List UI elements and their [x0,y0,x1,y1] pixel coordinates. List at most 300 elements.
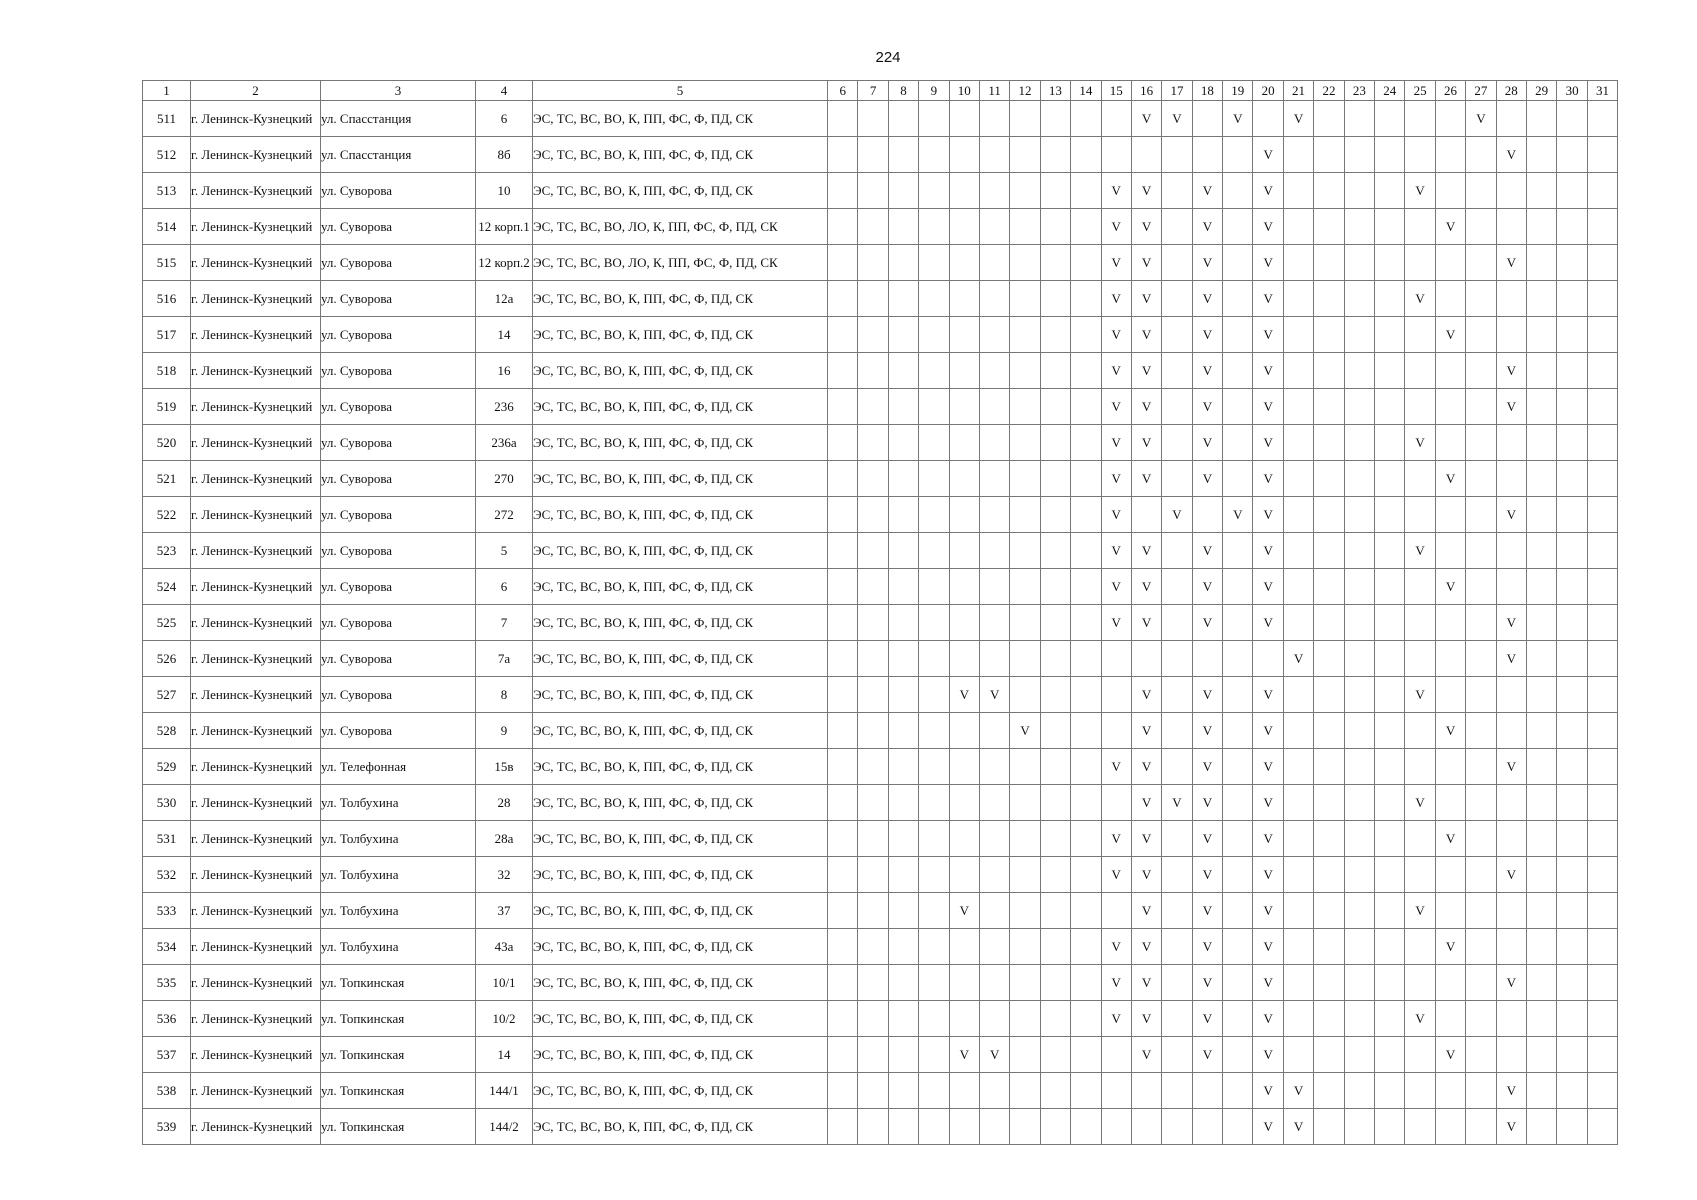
schedule-cell [1071,821,1101,857]
schedule-cell [1040,1073,1070,1109]
schedule-cell [949,101,979,137]
schedule-cell [1131,317,1161,353]
check-mark: V [1141,542,1152,558]
schedule-cell [1526,821,1556,857]
schedule-cell [1375,137,1405,173]
schedule-cell [1071,1109,1101,1145]
schedule-cell [1071,497,1101,533]
city-cell: г. Ленинск-Кузнецкий [191,893,321,929]
check-mark: V [1263,578,1273,594]
schedule-cell [828,353,858,389]
table-row [143,857,1618,893]
schedule-cell [1010,749,1040,785]
check-mark: V [1141,758,1152,774]
schedule-cell [1040,173,1070,209]
schedule-cell [1192,965,1222,1001]
schedule-cell [919,317,949,353]
schedule-cell [828,893,858,929]
schedule-cell [1466,713,1496,749]
schedule-cell [1192,749,1222,785]
schedule-cell [1314,857,1344,893]
schedule-cell [1314,533,1344,569]
check-mark: V [1202,686,1213,702]
schedule-cell [919,605,949,641]
table-row [143,785,1618,821]
schedule-cell [1162,893,1192,929]
street-cell: ул. Спасстанция [321,137,476,173]
house-number-cell: 16 [476,353,533,389]
check-mark: V [1202,326,1213,342]
schedule-cell [1131,785,1161,821]
schedule-cell [1162,173,1192,209]
schedule-cell [1040,1001,1070,1037]
column-header: 8 [888,81,918,101]
schedule-cell [1314,137,1344,173]
check-mark: V [1263,830,1273,846]
schedule-cell [1344,1001,1374,1037]
work-types-cell: ЭС, ТС, ВС, ВО, К, ПП, ФС, Ф, ПД, СК [533,569,828,605]
schedule-cell [1010,1073,1040,1109]
schedule-cell [1405,245,1435,281]
schedule-cell [1101,569,1131,605]
schedule-cell [1375,641,1405,677]
schedule-cell [1162,677,1192,713]
schedule-cell [1314,245,1344,281]
table-body [143,101,1618,1145]
city-cell: г. Ленинск-Кузнецкий [191,929,321,965]
schedule-cell [1223,641,1253,677]
schedule-cell [1526,677,1556,713]
schedule-cell [1526,389,1556,425]
schedule-cell [979,893,1009,929]
schedule-cell [1435,209,1465,245]
schedule-cell [949,461,979,497]
check-mark: V [1141,1046,1152,1062]
schedule-cell [1344,353,1374,389]
schedule-cell [949,821,979,857]
schedule-cell [1040,317,1070,353]
schedule-cell [1162,101,1192,137]
schedule-cell [888,641,918,677]
schedule-cell [1162,425,1192,461]
schedule-cell [1071,245,1101,281]
row-number-cell: 525 [143,605,191,641]
schedule-cell [919,173,949,209]
table-row [143,317,1618,353]
schedule-cell [1253,965,1283,1001]
schedule-cell [1375,245,1405,281]
check-mark: V [1233,506,1243,522]
schedule-cell [1314,893,1344,929]
schedule-cell [1405,425,1435,461]
schedule-cell [828,281,858,317]
schedule-cell [1283,1109,1313,1145]
schedule-cell [1496,209,1526,245]
check-mark: V [1202,578,1213,594]
table-row [143,605,1618,641]
schedule-cell [1496,317,1526,353]
row-number-cell: 528 [143,713,191,749]
schedule-cell [1192,893,1222,929]
schedule-cell [1283,749,1313,785]
column-header: 27 [1466,81,1496,101]
schedule-cell [1526,785,1556,821]
column-header: 19 [1223,81,1253,101]
table-row [143,965,1618,1001]
schedule-cell [1223,389,1253,425]
schedule-cell [1253,1037,1283,1073]
schedule-cell [1283,317,1313,353]
schedule-cell [1192,605,1222,641]
schedule-cell [1192,461,1222,497]
house-number-cell: 28а [476,821,533,857]
schedule-cell [888,173,918,209]
schedule-cell [1162,1109,1192,1145]
row-number-cell: 534 [143,929,191,965]
work-types-cell: ЭС, ТС, ВС, ВО, К, ПП, ФС, Ф, ПД, СК [533,353,828,389]
schedule-cell [1253,173,1283,209]
schedule-cell [1466,569,1496,605]
house-number-cell: 236а [476,425,533,461]
schedule-cell [1557,317,1587,353]
schedule-cell [1587,1073,1617,1109]
schedule-cell [888,929,918,965]
schedule-cell [1283,137,1313,173]
schedule-cell [858,929,888,965]
schedule-cell [1223,893,1253,929]
street-cell: ул. Суворова [321,425,476,461]
schedule-cell [1101,821,1131,857]
street-cell: ул. Толбухина [321,893,476,929]
schedule-cell [888,425,918,461]
street-cell: ул. Суворова [321,173,476,209]
schedule-cell [1587,929,1617,965]
schedule-cell [1162,749,1192,785]
schedule-cell [1192,173,1222,209]
schedule-cell [1314,353,1344,389]
schedule-cell [828,1073,858,1109]
schedule-cell [1496,821,1526,857]
schedule-cell [1010,677,1040,713]
check-mark: V [1141,254,1152,270]
row-number-cell: 531 [143,821,191,857]
schedule-cell [1253,209,1283,245]
schedule-cell [979,101,1009,137]
schedule-cell [1131,929,1161,965]
schedule-cell [1010,317,1040,353]
schedule-cell [1557,821,1587,857]
schedule-cell [1496,461,1526,497]
schedule-cell [1435,893,1465,929]
schedule-cell [1253,137,1283,173]
street-cell: ул. Топкинская [321,1073,476,1109]
schedule-cell [1344,1037,1374,1073]
column-header: 28 [1496,81,1526,101]
schedule-cell [888,353,918,389]
check-mark: V [1141,686,1152,702]
schedule-cell [979,929,1009,965]
schedule-cell [1587,533,1617,569]
street-cell: ул. Топкинская [321,1109,476,1145]
schedule-cell [1557,677,1587,713]
schedule-cell [1223,461,1253,497]
schedule-cell [1010,137,1040,173]
check-mark: V [1415,290,1425,306]
check-mark: V [1445,578,1456,594]
schedule-cell [888,605,918,641]
schedule-cell [828,101,858,137]
schedule-cell [1466,965,1496,1001]
schedule-cell [1223,533,1253,569]
schedule-cell [1375,785,1405,821]
schedule-cell [1375,893,1405,929]
schedule-cell [1435,425,1465,461]
schedule-cell [1223,281,1253,317]
schedule-cell [1223,713,1253,749]
schedule-cell [1405,713,1435,749]
schedule-cell [1071,857,1101,893]
schedule-cell [919,497,949,533]
work-types-cell: ЭС, ТС, ВС, ВО, ЛО, К, ПП, ФС, Ф, ПД, СК [533,209,828,245]
schedule-cell [1040,353,1070,389]
schedule-cell [1375,281,1405,317]
schedule-cell [949,1073,979,1109]
schedule-cell [1344,821,1374,857]
house-number-cell: 7а [476,641,533,677]
city-cell: г. Ленинск-Кузнецкий [191,101,321,137]
row-number-cell: 529 [143,749,191,785]
house-number-cell: 14 [476,317,533,353]
schedule-cell [1010,785,1040,821]
city-cell: г. Ленинск-Кузнецкий [191,1109,321,1145]
city-cell: г. Ленинск-Кузнецкий [191,353,321,389]
schedule-cell [1526,173,1556,209]
schedule-cell [828,497,858,533]
row-number-cell: 518 [143,353,191,389]
schedule-cell [1314,389,1344,425]
work-types-cell: ЭС, ТС, ВС, ВО, К, ПП, ФС, Ф, ПД, СК [533,929,828,965]
schedule-cell [979,641,1009,677]
check-mark: V [989,1046,1000,1062]
schedule-cell [1466,749,1496,785]
schedule-cell [888,137,918,173]
schedule-cell [1587,245,1617,281]
check-mark: V [1293,1118,1304,1134]
schedule-cell [1344,857,1374,893]
schedule-cell [1283,857,1313,893]
schedule-cell [1526,1001,1556,1037]
schedule-cell [979,1037,1009,1073]
schedule-cell [1587,893,1617,929]
check-mark: V [959,902,969,918]
check-mark: V [1202,290,1213,306]
schedule-cell [1131,461,1161,497]
schedule-cell [1557,1001,1587,1037]
schedule-cell [1405,461,1435,497]
schedule-cell [1010,1037,1040,1073]
check-mark: V [1202,362,1213,378]
schedule-cell [1192,713,1222,749]
table-row [143,893,1618,929]
schedule-cell [1526,425,1556,461]
schedule-cell [1435,1037,1465,1073]
schedule-cell [1314,569,1344,605]
schedule-cell [1192,857,1222,893]
schedule-cell [1466,1109,1496,1145]
schedule-cell [1283,965,1313,1001]
schedule-cell [1040,1109,1070,1145]
schedule-cell [1131,101,1161,137]
schedule-cell [949,641,979,677]
schedule-cell [1101,677,1131,713]
schedule-cell [858,605,888,641]
schedule-cell [1375,497,1405,533]
schedule-cell [828,173,858,209]
schedule-cell [1466,209,1496,245]
schedule-cell [1314,281,1344,317]
city-cell: г. Ленинск-Кузнецкий [191,677,321,713]
check-mark: V [1263,470,1273,486]
schedule-cell [1040,929,1070,965]
schedule-cell [1162,281,1192,317]
check-mark: V [1111,830,1121,846]
schedule-cell [1587,965,1617,1001]
schedule-cell [1040,425,1070,461]
schedule-cell [828,857,858,893]
house-number-cell: 12 корп.2 [476,245,533,281]
house-number-cell: 5 [476,533,533,569]
schedule-cell [1557,137,1587,173]
schedule-cell [1223,569,1253,605]
schedule-cell [1131,245,1161,281]
schedule-cell [1344,641,1374,677]
schedule-cell [1526,569,1556,605]
city-cell: г. Ленинск-Кузнецкий [191,281,321,317]
schedule-cell [1162,821,1192,857]
schedule-cell [1375,317,1405,353]
schedule-cell [1344,1073,1374,1109]
schedule-cell [1466,1073,1496,1109]
schedule-cell [1101,857,1131,893]
house-number-cell: 43а [476,929,533,965]
schedule-cell [1071,677,1101,713]
schedule-cell [979,713,1009,749]
schedule-cell [1405,641,1435,677]
schedule-cell [1040,389,1070,425]
schedule-cell [1131,605,1161,641]
schedule-cell [1526,209,1556,245]
house-number-cell: 236 [476,389,533,425]
schedule-cell [1071,533,1101,569]
house-number-cell: 12 корп.1 [476,209,533,245]
schedule-cell [1010,389,1040,425]
schedule-cell [1587,569,1617,605]
schedule-cell [1557,533,1587,569]
schedule-cell [1496,1073,1526,1109]
schedule-cell [1344,533,1374,569]
schedule-cell [949,569,979,605]
schedule-cell [1010,281,1040,317]
schedule-cell [1466,893,1496,929]
house-number-cell: 10 [476,173,533,209]
column-header: 24 [1375,81,1405,101]
schedule-cell [1101,209,1131,245]
house-number-cell: 270 [476,461,533,497]
schedule-cell [1587,209,1617,245]
check-mark: V [1263,758,1273,774]
check-mark: V [1476,110,1486,126]
street-cell: ул. Суворова [321,605,476,641]
row-number-cell: 516 [143,281,191,317]
schedule-cell [1101,425,1131,461]
schedule-cell [919,425,949,461]
check-mark: V [1111,974,1121,990]
schedule-cell [1466,353,1496,389]
schedule-cell [979,1001,1009,1037]
schedule-cell [1496,425,1526,461]
city-cell: г. Ленинск-Кузнецкий [191,569,321,605]
check-mark: V [1293,110,1304,126]
check-mark: V [1111,542,1121,558]
schedule-cell [1223,101,1253,137]
schedule-cell [1435,1073,1465,1109]
schedule-cell [1223,137,1253,173]
schedule-cell [1557,1037,1587,1073]
column-header: 2 [191,81,321,101]
check-mark: V [1202,542,1213,558]
check-mark: V [1445,722,1456,738]
house-number-cell: 12а [476,281,533,317]
check-mark: V [1172,506,1182,522]
schedule-cell [1040,641,1070,677]
schedule-cell [888,1109,918,1145]
schedule-cell [1496,1109,1526,1145]
work-types-cell: ЭС, ТС, ВС, ВО, К, ПП, ФС, Ф, ПД, СК [533,821,828,857]
check-mark: V [1233,110,1243,126]
schedule-cell [1131,497,1161,533]
check-mark: V [1263,218,1273,234]
schedule-cell [1223,677,1253,713]
check-mark: V [1141,470,1152,486]
check-mark: V [1141,614,1152,630]
schedule-cell [1192,641,1222,677]
row-number-cell: 512 [143,137,191,173]
table-row [143,389,1618,425]
check-mark: V [1111,362,1121,378]
schedule-cell [1466,137,1496,173]
table-row [143,641,1618,677]
schedule-cell [1587,137,1617,173]
schedule-cell [1466,821,1496,857]
schedule-cell [979,965,1009,1001]
schedule-cell [1101,893,1131,929]
schedule-cell [858,281,888,317]
schedule-cell [1314,317,1344,353]
table-row [143,749,1618,785]
schedule-cell [1131,713,1161,749]
schedule-cell [1587,101,1617,137]
schedule-cell [888,821,918,857]
column-header: 30 [1557,81,1587,101]
schedule-cell [1010,497,1040,533]
schedule-cell [1466,245,1496,281]
schedule-cell [1162,209,1192,245]
schedule-cell [1496,497,1526,533]
schedule-cell [1283,1037,1313,1073]
schedule-cell [1466,497,1496,533]
schedule-cell [1375,173,1405,209]
schedule-cell [1253,605,1283,641]
